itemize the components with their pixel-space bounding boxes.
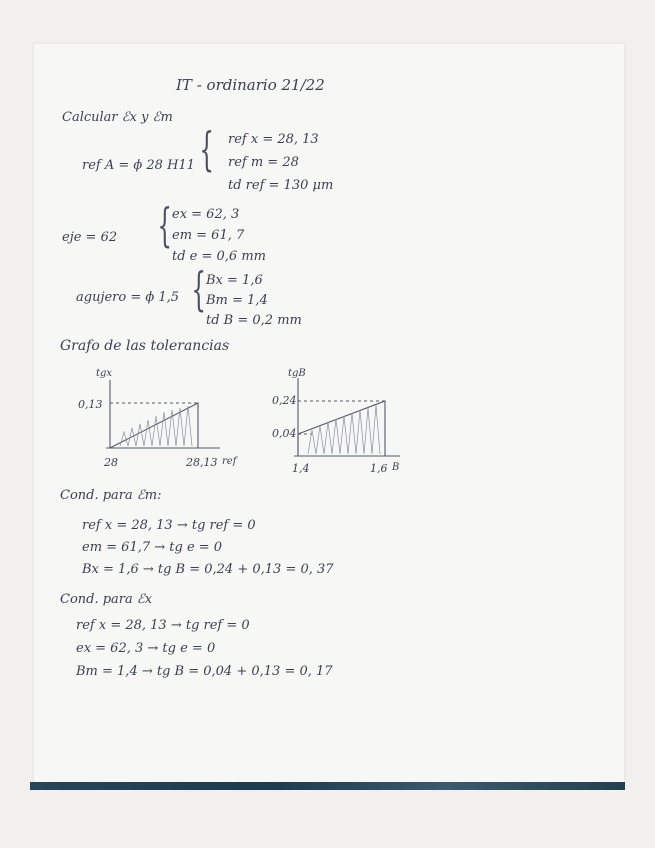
ref-line-2: ref m = 28 (228, 155, 299, 170)
graph2-tolerance-area (298, 401, 385, 456)
grafo-heading: Grafo de las tolerancias (60, 338, 230, 354)
eje-line-3: td e = 0,6 mm (172, 249, 266, 264)
cond-m-line-1: ref x = 28, 13 → tg ref = 0 (82, 518, 256, 533)
ref-label: ref A = ϕ 28 H11 (82, 158, 195, 173)
graph1-x-axis-label: ref (222, 456, 237, 467)
agujero-line-1: Bx = 1,6 (206, 273, 263, 288)
cond-x-heading: Cond. para ℰx (60, 592, 153, 607)
graph2-ytick-top: 0,24 (272, 394, 297, 407)
graph2-x-axis-label: B (392, 462, 400, 473)
cond-x-line-3: Bm = 1,4 → tg B = 0,04 + 0,13 = 0, 17 (76, 664, 333, 679)
graph1-x-end: 28,13 (186, 456, 218, 469)
graph1-ytick: 0,13 (78, 398, 103, 411)
graph2-ytick-mid: 0,04 (272, 427, 297, 440)
graph2-ylabel: tgB (288, 368, 306, 379)
ref-brace: { (199, 122, 214, 176)
agujero-line-2: Bm = 1,4 (206, 293, 268, 308)
cond-m-line-2: em = 61,7 → tg e = 0 (82, 540, 223, 555)
ref-line-1: ref x = 28, 13 (228, 132, 319, 147)
agujero-line-3: td B = 0,2 mm (206, 313, 302, 328)
calcular-heading: Calcular ℰx y ℰm (62, 110, 173, 125)
eje-label: eje = 62 (62, 230, 118, 245)
agujero-label: agujero = ϕ 1,5 (76, 290, 180, 305)
cond-x-line-1: ref x = 28, 13 → tg ref = 0 (76, 618, 250, 633)
eje-line-1: ex = 62, 3 (172, 207, 240, 222)
cond-x-line-2: ex = 62, 3 → tg e = 0 (76, 641, 216, 656)
eje-line-2: em = 61, 7 (172, 228, 245, 243)
graph2-hatch (308, 405, 380, 454)
agujero-brace: { (191, 262, 206, 316)
graph1-ylabel: tgx (96, 368, 113, 379)
graph2-x-start: 1,4 (292, 462, 310, 475)
graph1-x-start: 28 (104, 456, 118, 469)
ref-line-3: td ref = 130 μm (228, 178, 334, 193)
cond-m-heading: Cond. para ℰm: (60, 488, 162, 503)
page-title: IT - ordinario 21/22 (176, 76, 325, 94)
cond-m-line-3: Bx = 1,6 → tg B = 0,24 + 0,13 = 0, 37 (82, 562, 334, 577)
eje-brace: { (157, 198, 172, 252)
graph2-x-end: 1,6 (370, 462, 388, 475)
